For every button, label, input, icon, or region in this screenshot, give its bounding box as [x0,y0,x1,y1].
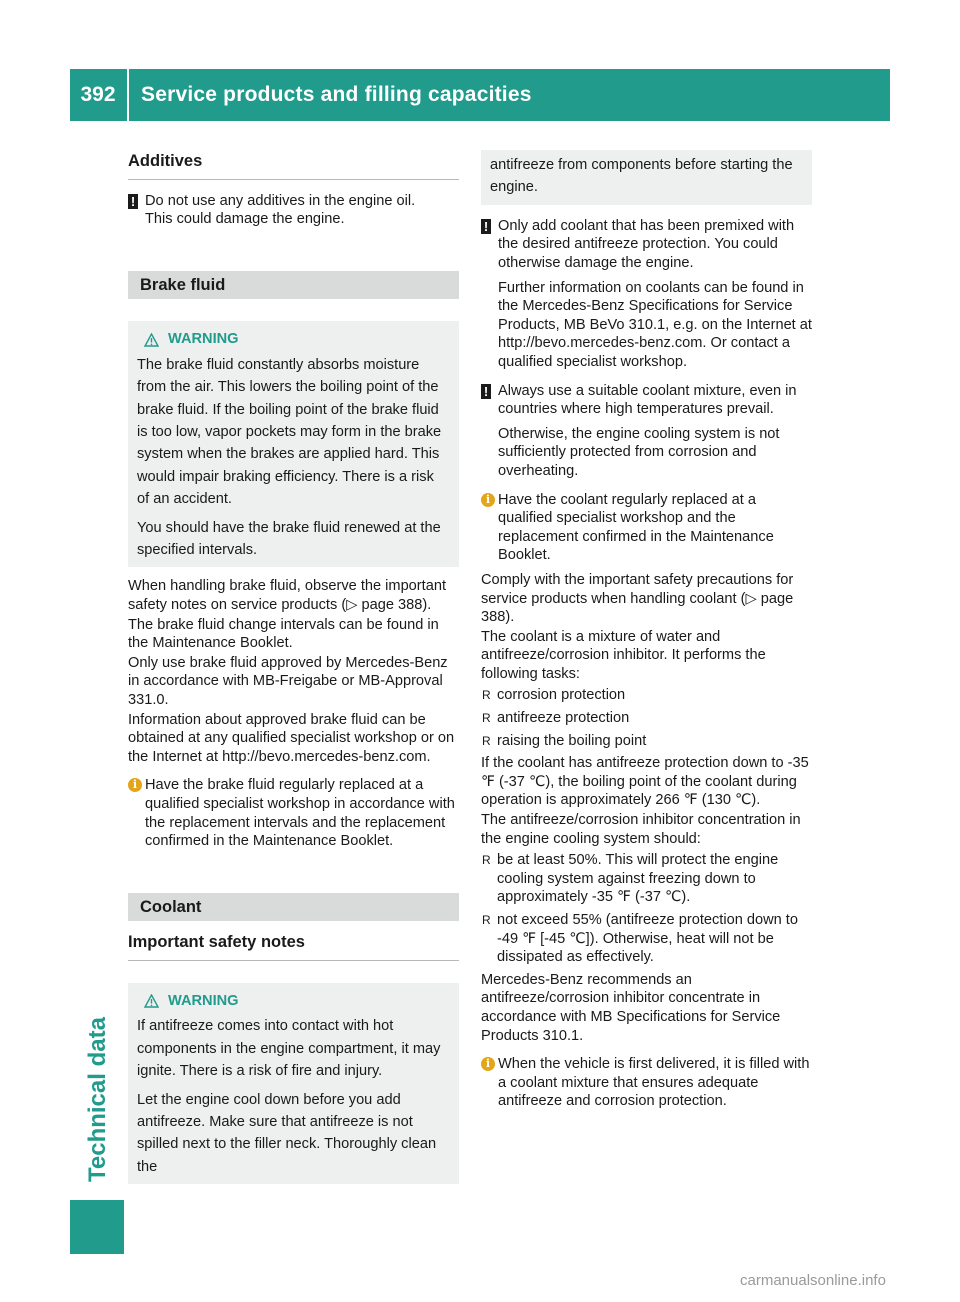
bullet-icon: R [482,853,491,868]
info-first-delivery [481,1055,812,1111]
info-icon: i [481,493,495,507]
list-item [481,709,812,728]
warning-brake-fluid [128,321,459,567]
watermark: carmanualsonline.info [740,1272,886,1289]
bullet-icon: R [482,711,491,726]
note-additives [128,192,459,229]
info-text: Have the coolant regularly replaced at a qualified specialist workshop and the replacement confirmed in the Maintenance Booklet. [498,491,774,564]
info-coolant-replace [481,491,812,565]
list-item-text: raising the boiling point [497,732,647,749]
info-icon: i [128,778,142,792]
warning-header [137,328,450,350]
heading-brake-fluid: Brake fluid [128,271,459,300]
note-text: Always use a suitable coolant mixture, even in countries where high temperatures prevail. [498,382,797,418]
info-text: Have the brake fluid regularly replaced at a qualified specialist workshop in accordance with the replacement intervals and the replacement confirmed in the Maintenance Booklet. [145,777,455,850]
warning-triangle-icon [144,333,159,347]
heading-important-safety-notes: Important safety notes [128,931,459,961]
warning-coolant [128,983,459,1184]
paragraph: The antifreeze/corrosion inhibitor concentration in the engine cooling system should: [481,812,801,847]
chapter-tab-label: Technical data [84,1017,111,1182]
warning-label: WARNING [168,992,239,1009]
list-item [481,911,812,967]
note-text: Only add coolant that has been premixed with the desired antifreeze protection. You could otherwise damage the engine. [498,217,795,271]
concentration-list [481,851,812,967]
paragraph: When handling brake fluid, observe the important safety notes on service products (▷ page 388). [128,578,447,614]
list-item-text: antifreeze protection [497,710,630,727]
note-coolant-mixture [481,382,812,481]
warning-triangle-icon [144,994,159,1008]
warning-text: antifreeze from components before starting the engine. [490,157,793,196]
exclamation-icon: ! [481,384,491,399]
list-item-text: be at least 50%. This will protect the engine cooling system against freezing down to approximately -35 ℉ (-37 ℃). [497,852,779,906]
coolant-tasks-list [481,686,812,750]
list-item-text: not exceed 55% (antifreeze protection down to -49 ℉ [-45 ℃]). Otherwise, heat will not be dissipated as effectively. [497,912,798,966]
left-column [128,150,459,1184]
header-divider [127,69,129,121]
warning-text: You should have the brake fluid renewed at the specified intervals. [137,519,441,559]
warning-label: WARNING [168,331,239,348]
list-item [481,851,812,907]
info-icon: i [481,1057,495,1071]
bullet-icon: R [482,688,491,703]
warning-text: The brake fluid constantly absorbs moisture from the air. This lowers the boiling point of the brake fluid. If the boiling point of the brake fluid is too low, vapor pockets may form in the brake system when the brakes are applied hard. This would impair braking efficiency. There is a risk of an accident. [137,356,442,508]
list-item [481,686,812,705]
page-number: 392 [80,83,116,106]
bullet-icon: R [482,913,491,927]
bullet-icon: R [482,733,491,748]
warning-header [137,990,450,1012]
paragraph: Mercedes-Benz recommends an antifreeze/corrosion inhibitor concentrate in accordance with MB Specifications for Service Products 310.1. [481,971,781,1044]
exclamation-icon: ! [481,219,491,234]
info-text: When the vehicle is first delivered, it is filled with a coolant mixture that ensures adequate antifreeze and corrosion protection. [498,1056,810,1110]
note-text: Otherwise, the engine cooling system is not sufficiently protected from corrosion and overheating. [498,425,780,479]
paragraph: If the coolant has antifreeze protection down to -35 ℉ (-37 ℃), the boiling point of the coolant during operation is approximately 266 ℉ (130 ℃). [481,755,809,809]
paragraph: The brake fluid change intervals can be found in the Maintenance Booklet. [128,616,439,652]
paragraph: The coolant is a mixture of water and antifreeze/corrosion inhibitor. It performs the following tasks: [481,628,766,682]
warning-text: If antifreeze comes into contact with hot components in the engine compartment, it may ignite. There is a risk of fire and injury. [137,1018,441,1080]
right-column [481,150,812,1117]
list-item-text: corrosion protection [497,687,626,704]
exclamation-icon: ! [128,194,138,209]
page-title: Service products and filling capacities [141,83,532,106]
paragraph: Only use brake fluid approved by Mercedes-Benz in accordance with MB-Freigabe or MB-Approval 331.0. [128,654,448,708]
list-item [481,732,812,751]
note-line: Do not use any additives in the engine oil. [145,192,416,209]
chapter-tab-marker [70,1200,124,1254]
warning-coolant-continued [481,150,812,205]
paragraph: Comply with the important safety precautions for service products when handling coolant (▷ page 388). [481,571,794,626]
warning-text: Let the engine cool down before you add antifreeze. Make sure that antifreeze is not spilled next to the filler neck. Thoroughly clean the [137,1091,437,1175]
paragraph: Information about approved brake fluid can be obtained at any qualified specialist workshop or on the Internet at http://bevo.mercedes-benz.com. [128,711,455,765]
heading-additives: Additives [128,150,459,180]
note-premixed-coolant [481,217,812,372]
note-line: This could damage the engine. [145,211,345,228]
heading-coolant: Coolant [128,893,459,922]
info-brake-fluid [128,776,459,850]
note-text: Further information on coolants can be found in the Mercedes-Benz Specifications for Service Products, MB BeVo 310.1, e.g. on the Internet at http://bevo.mercedes-benz.com. Or contact a qualified specialist workshop. [498,279,812,370]
